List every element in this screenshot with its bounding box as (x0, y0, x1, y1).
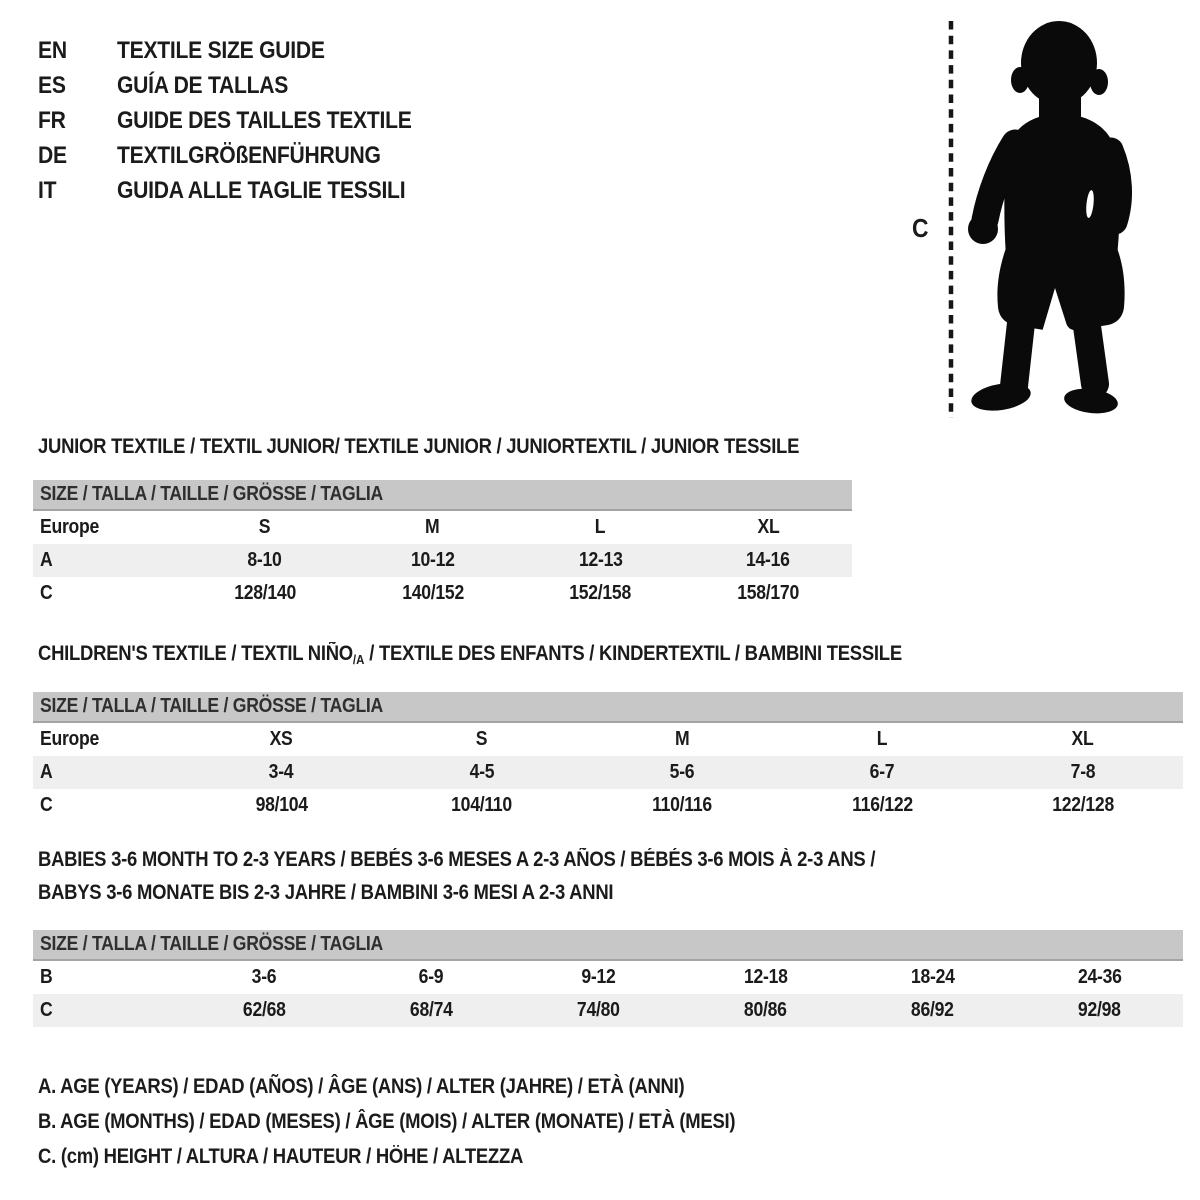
size-header-label: SIZE / TALLA / TAILLE / GRÖSSE / TAGLIA (40, 933, 384, 955)
children-title-sub: /A (352, 652, 365, 667)
cell-value: S (259, 516, 271, 538)
row-label: C (40, 999, 53, 1021)
language-title-list (38, 33, 452, 208)
legend-line-a-text: A. AGE (YEARS) / EDAD (AÑOS) / ÂGE (ANS) / ALTER (JAHRE) / ETÀ (ANNI) (38, 1075, 685, 1098)
cell-value: XL (1071, 728, 1094, 750)
row-label: Europe (40, 728, 100, 750)
table-header-row (33, 692, 1183, 722)
language-code: IT (38, 177, 57, 204)
language-code: EN (38, 37, 67, 64)
cell-value: 152/158 (569, 582, 632, 604)
row-label: Europe (40, 516, 100, 538)
table-row (33, 994, 1183, 1027)
guide-title-es: GUÍA DE TALLAS (117, 72, 289, 99)
cell-value: 68/74 (410, 999, 453, 1021)
measurement-legend (38, 1069, 830, 1174)
cell-value: 92/98 (1078, 999, 1121, 1021)
height-measure-label (912, 213, 930, 244)
cell-value: 128/140 (233, 582, 296, 604)
cell-value: 62/68 (243, 999, 286, 1021)
size-header-label: SIZE / TALLA / TAILLE / GRÖSSE / TAGLIA (40, 695, 384, 717)
cell-value: 80/86 (744, 999, 787, 1021)
cell-value: 6-7 (870, 761, 895, 783)
cell-value: 24-36 (1077, 966, 1122, 988)
cell-value: 116/122 (851, 794, 913, 816)
cell-value: 8-10 (247, 549, 282, 571)
language-row (38, 33, 452, 68)
cell-value: 158/170 (737, 582, 800, 604)
cell-value: 7-8 (1070, 761, 1096, 783)
language-row (38, 103, 452, 138)
table-row (33, 722, 1183, 756)
cell-value: 74/80 (577, 999, 620, 1021)
guide-title-de: TEXTILGRÖßENFÜHRUNG (117, 142, 381, 169)
cell-value: L (877, 728, 888, 750)
cell-value: 104/110 (451, 794, 512, 816)
junior-section-title (38, 430, 903, 463)
language-code: ES (38, 72, 66, 99)
cell-value: M (425, 516, 440, 538)
row-label: B (40, 966, 53, 988)
language-row (38, 68, 452, 103)
cell-value: 5-6 (669, 761, 695, 783)
babies-section-title (38, 843, 989, 909)
cell-value: 3-6 (252, 966, 277, 988)
row-label: C (40, 794, 53, 816)
height-measure-letter: C (912, 213, 929, 243)
table-row (33, 960, 1183, 994)
children-title-prefix: CHILDREN'S TEXTILE / TEXTIL NIÑO (38, 642, 353, 665)
row-label: A (40, 761, 53, 783)
table-header-row (33, 930, 1183, 960)
cell-value: 12-13 (578, 549, 623, 571)
cell-value: 4-5 (469, 761, 494, 783)
table-row (33, 544, 852, 577)
children-title-suffix: / TEXTILE DES ENFANTS / KINDERTEXTIL / BAMBINI TESSILE (364, 642, 902, 665)
guide-title-it: GUIDA ALLE TAGLIE TESSILI (117, 177, 406, 204)
cell-value: 6-9 (419, 966, 444, 988)
legend-line-b-text: B. AGE (MONTHS) / EDAD (MESES) / ÂGE (MOIS) / ALTER (MONATE) / ETÀ (MESI) (38, 1110, 736, 1133)
language-row (38, 173, 452, 208)
language-code: FR (38, 107, 66, 134)
legend-line-c-text: C. (cm) HEIGHT / ALTURA / HAUTEUR / HÖHE / ALTEZZA (38, 1145, 524, 1168)
cell-value: 122/128 (1051, 794, 1114, 816)
guide-title-fr: GUIDE DES TAILLES TEXTILE (117, 107, 412, 134)
table-row (33, 756, 1183, 789)
babies-title-line1: BABIES 3-6 MONTH TO 2-3 YEARS / BEBÉS 3-6 MESES A 2-3 AÑOS / BÉBÉS 3-6 MOIS À 2-3 ANS / (38, 848, 876, 871)
guide-title-en: TEXTILE SIZE GUIDE (117, 37, 325, 64)
children-section-title (38, 637, 1020, 672)
legend-line-b (38, 1104, 830, 1139)
size-header-label: SIZE / TALLA / TAILLE / GRÖSSE / TAGLIA (40, 483, 384, 505)
cell-value: 3-4 (268, 761, 294, 783)
baby-silhouette (968, 21, 1125, 416)
babies-size-table (33, 930, 1183, 1027)
cell-value: 14-16 (746, 549, 790, 571)
junior-section-title-text: JUNIOR TEXTILE / TEXTIL JUNIOR/ TEXTILE JUNIOR / JUNIORTEXTIL / JUNIOR TESSILE (38, 435, 800, 458)
babies-title-line2: BABYS 3-6 MONATE BIS 2-3 JAHRE / BAMBINI 3-6 MESI A 2-3 ANNI (38, 881, 614, 904)
cell-value: 18-24 (910, 966, 955, 988)
children-section-title-text (38, 637, 902, 672)
legend-line-c (38, 1139, 830, 1174)
children-size-table (33, 692, 1183, 822)
legend-line-a (38, 1069, 830, 1104)
row-label: A (40, 549, 53, 571)
table-row (33, 789, 1183, 822)
language-code: DE (38, 142, 67, 169)
cell-value: M (674, 728, 690, 750)
cell-value: L (595, 516, 606, 538)
cell-value: 10-12 (410, 549, 455, 571)
language-row (38, 138, 452, 173)
cell-value: 110/116 (652, 794, 712, 816)
table-header-row (33, 480, 852, 510)
cell-value: XL (757, 516, 780, 538)
cell-value: S (475, 728, 488, 750)
table-row (33, 510, 852, 544)
table-row (33, 577, 852, 610)
cell-value: 98/104 (255, 794, 308, 816)
row-label: C (40, 582, 53, 604)
cell-value: XS (269, 728, 293, 750)
cell-value: 9-12 (581, 966, 616, 988)
cell-value: 86/92 (911, 999, 954, 1021)
junior-size-table (33, 480, 852, 610)
baby-figure-graphic (930, 14, 1150, 424)
cell-value: 140/152 (401, 582, 464, 604)
cell-value: 12-18 (743, 966, 788, 988)
